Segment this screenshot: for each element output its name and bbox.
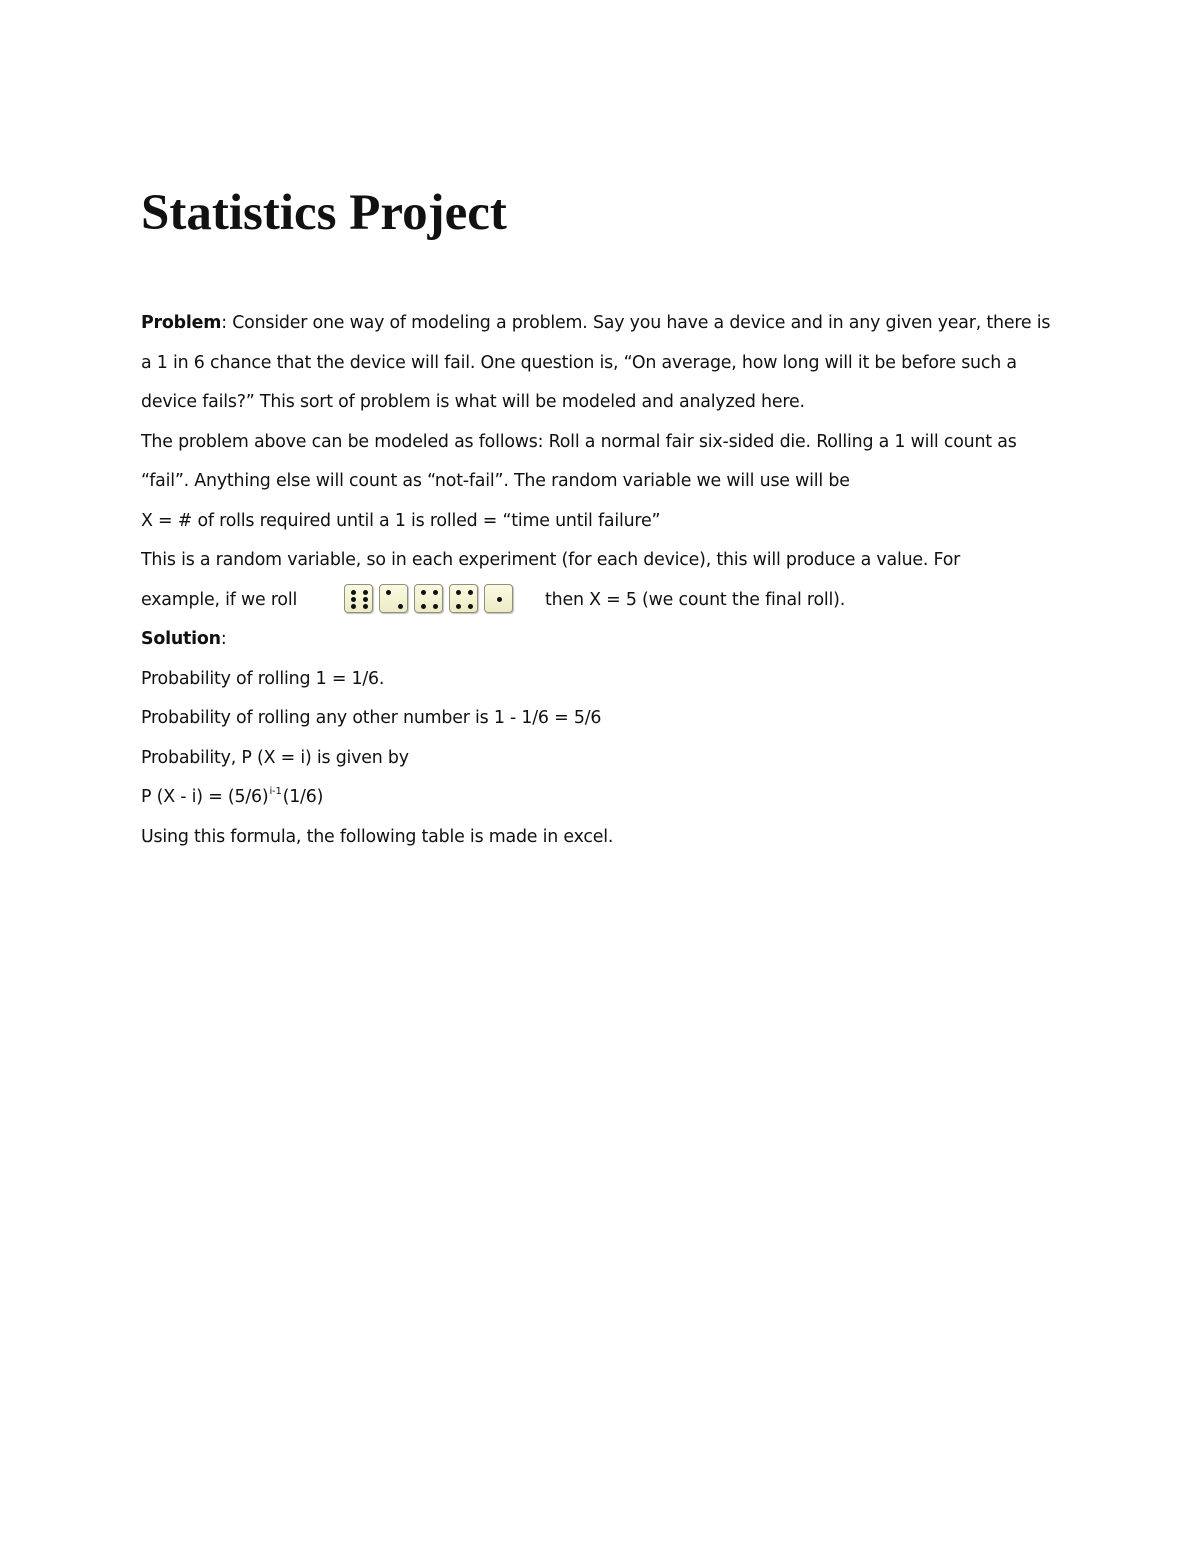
die-pip bbox=[351, 597, 356, 602]
experiment-line: This is a random variable, so in each experiment (for each device), this will produce a value. For bbox=[141, 550, 961, 570]
solution-heading: Solution bbox=[141, 629, 221, 649]
document-title: Statistics Project bbox=[141, 185, 507, 241]
solution-line-3: Probability, P (X = i) is given by bbox=[141, 748, 409, 768]
die-pip bbox=[456, 590, 461, 595]
formula-base: P (X - i) = (5/6) bbox=[141, 787, 269, 807]
die-pip bbox=[363, 590, 368, 595]
die-3 bbox=[414, 584, 443, 613]
solution-colon: : bbox=[220, 629, 227, 649]
problem-line-1 bbox=[141, 304, 1050, 343]
formula-exponent: i-1 bbox=[269, 786, 282, 797]
die-1 bbox=[344, 584, 373, 613]
model-line-1: The problem above can be modeled as follows: Roll a normal fair six-sided die. Rolling a 1 will count as bbox=[141, 432, 1017, 452]
die-5 bbox=[484, 584, 513, 613]
die-pip bbox=[433, 604, 438, 609]
die-pip bbox=[398, 604, 403, 609]
solution-heading-line bbox=[141, 620, 227, 659]
solution-line-5: Using this formula, the following table is made in excel. bbox=[141, 827, 614, 847]
random-variable-definition: X = # of rolls required until a 1 is rolled = “time until failure” bbox=[141, 511, 661, 531]
die-4 bbox=[449, 584, 478, 613]
die-pip bbox=[351, 604, 356, 609]
die-pip bbox=[456, 604, 461, 609]
formula-factor: (1/6) bbox=[282, 787, 324, 807]
dice-example bbox=[344, 584, 513, 613]
die-pip bbox=[421, 604, 426, 609]
example-line-right: then X = 5 (we count the final roll). bbox=[545, 590, 846, 610]
die-pip bbox=[351, 590, 356, 595]
die-pip bbox=[386, 590, 391, 595]
die-pip bbox=[363, 604, 368, 609]
solution-line-2: Probability of rolling any other number is 1 - 1/6 = 5/6 bbox=[141, 708, 602, 728]
die-pip bbox=[468, 604, 473, 609]
problem-line-2: a 1 in 6 chance that the device will fail. One question is, “On average, how long will it be before such a bbox=[141, 353, 1017, 373]
die-pip bbox=[363, 597, 368, 602]
model-line-2: “fail”. Anything else will count as “not-fail”. The random variable we will use will be bbox=[141, 471, 850, 491]
formula-line bbox=[141, 778, 323, 817]
die-pip bbox=[468, 590, 473, 595]
die-pip bbox=[421, 590, 426, 595]
solution-line-1: Probability of rolling 1 = 1/6. bbox=[141, 669, 385, 689]
die-pip bbox=[497, 597, 502, 602]
problem-line-3: device fails?” This sort of problem is what will be modeled and analyzed here. bbox=[141, 392, 805, 412]
problem-heading: Problem bbox=[141, 313, 222, 333]
die-pip bbox=[433, 590, 438, 595]
example-line-left: example, if we roll bbox=[141, 590, 298, 610]
problem-text: : Consider one way of modeling a problem. Say you have a device and in any given year, there is bbox=[221, 313, 1051, 333]
die-2 bbox=[379, 584, 408, 613]
